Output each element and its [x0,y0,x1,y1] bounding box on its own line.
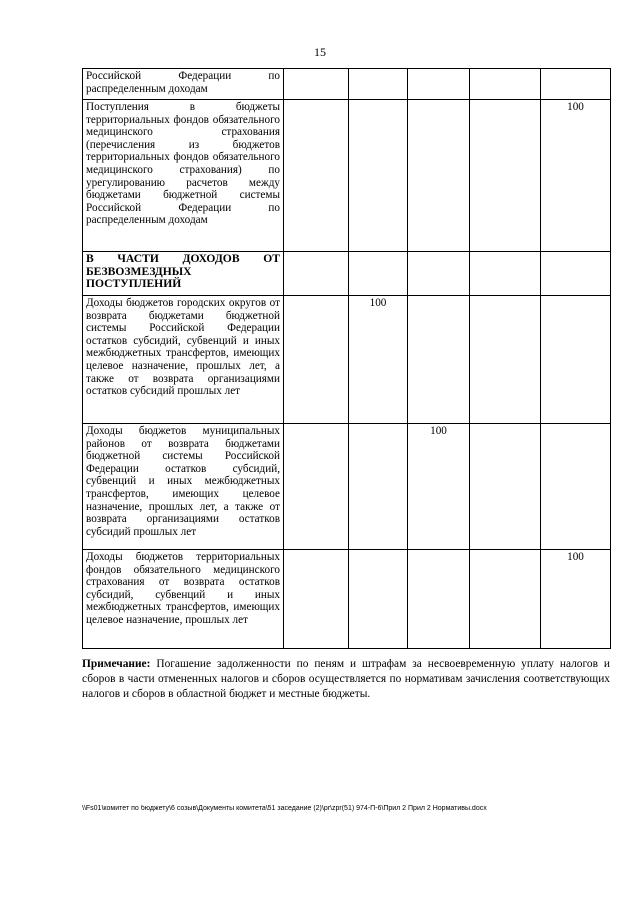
norms-table [82,68,611,649]
row-value: 100 [541,100,611,252]
row-value [349,424,408,550]
row-value: 100 [349,296,408,424]
table-row [83,252,611,296]
row-value [408,550,470,649]
row-description: Доходы бюджетов городских округов от возврата бюджетами бюджетной системы Российской Федерации остатков субсидий, субвенций и иных межбюджетных трансфертов, имеющих целевое назначение, прошлых лет, а также от возврата организациями остатков субсидий прошлых лет [83,296,284,424]
row-value: 100 [408,424,470,550]
row-description: Доходы бюджетов муниципальных районов от возврата бюджетами бюджетной системы Российской Федерации остатков субсидий, субвенций и иных межбюджетных трансфертов, имеющих целевое назначение, прошлых лет, а также от возврата организациями остатков субсидий прошлых лет [83,424,284,550]
table-row [83,296,611,424]
row-value [541,296,611,424]
row-value [408,100,470,252]
row-value: 100 [541,550,611,649]
row-value [408,69,470,100]
row-value [284,550,349,649]
note-paragraph [82,657,610,702]
row-value [470,296,541,424]
row-value [541,69,611,100]
row-value [284,100,349,252]
section-heading: В ЧАСТИ ДОХОДОВ ОТ БЕЗВОЗМЕЗДНЫХ ПОСТУПЛЕНИЙ [83,252,284,296]
row-value [284,424,349,550]
row-value [349,100,408,252]
table-row [83,550,611,649]
row-value [408,296,470,424]
row-value [284,252,349,296]
row-value [349,550,408,649]
row-value [470,550,541,649]
row-value [470,424,541,550]
row-value [349,252,408,296]
page-number: 15 [314,45,326,59]
row-description: Российской Федерации по распределенным доходам [83,69,284,100]
table-row [83,100,611,252]
row-description: Поступления в бюджеты территориальных фондов обязательного медицинского страхования (перечисления из бюджетов территориальных фондов обязательного медицинского страхования) по урегулированию расчетов между бюджетами бюджетной системы Российской Федерации по распределенным доходам [83,100,284,252]
note-label: Примечание: [82,658,151,670]
file-path-footer: \\Fs01\комитет по бюджету\6 созыв\Документы комитета\51 заседание (2)\pr\zpr(51) 974-П-6\Прил 2 Прил 2 Нормативы.docx [82,805,487,812]
row-description: Доходы бюджетов территориальных фондов обязательного медицинского страхования от возврата остатков субсидий, субвенций и иных межбюджетных трансфертов, имеющих целевое назначение, прошлых лет [83,550,284,649]
table-row [83,69,611,100]
row-value [470,252,541,296]
row-value [349,69,408,100]
row-value [470,69,541,100]
row-value [284,69,349,100]
table-row [83,424,611,550]
row-value [541,424,611,550]
row-value [541,252,611,296]
row-value [470,100,541,252]
row-value [284,296,349,424]
row-value [408,252,470,296]
note-text: Погашение задолженности по пеням и штрафам за несвоевременную уплату налогов и сборов в части отмененных налогов и сборов осуществляется по нормативам зачисления соответствующих налогов и сборов в областной бюджет и местные бюджеты. [82,658,610,700]
